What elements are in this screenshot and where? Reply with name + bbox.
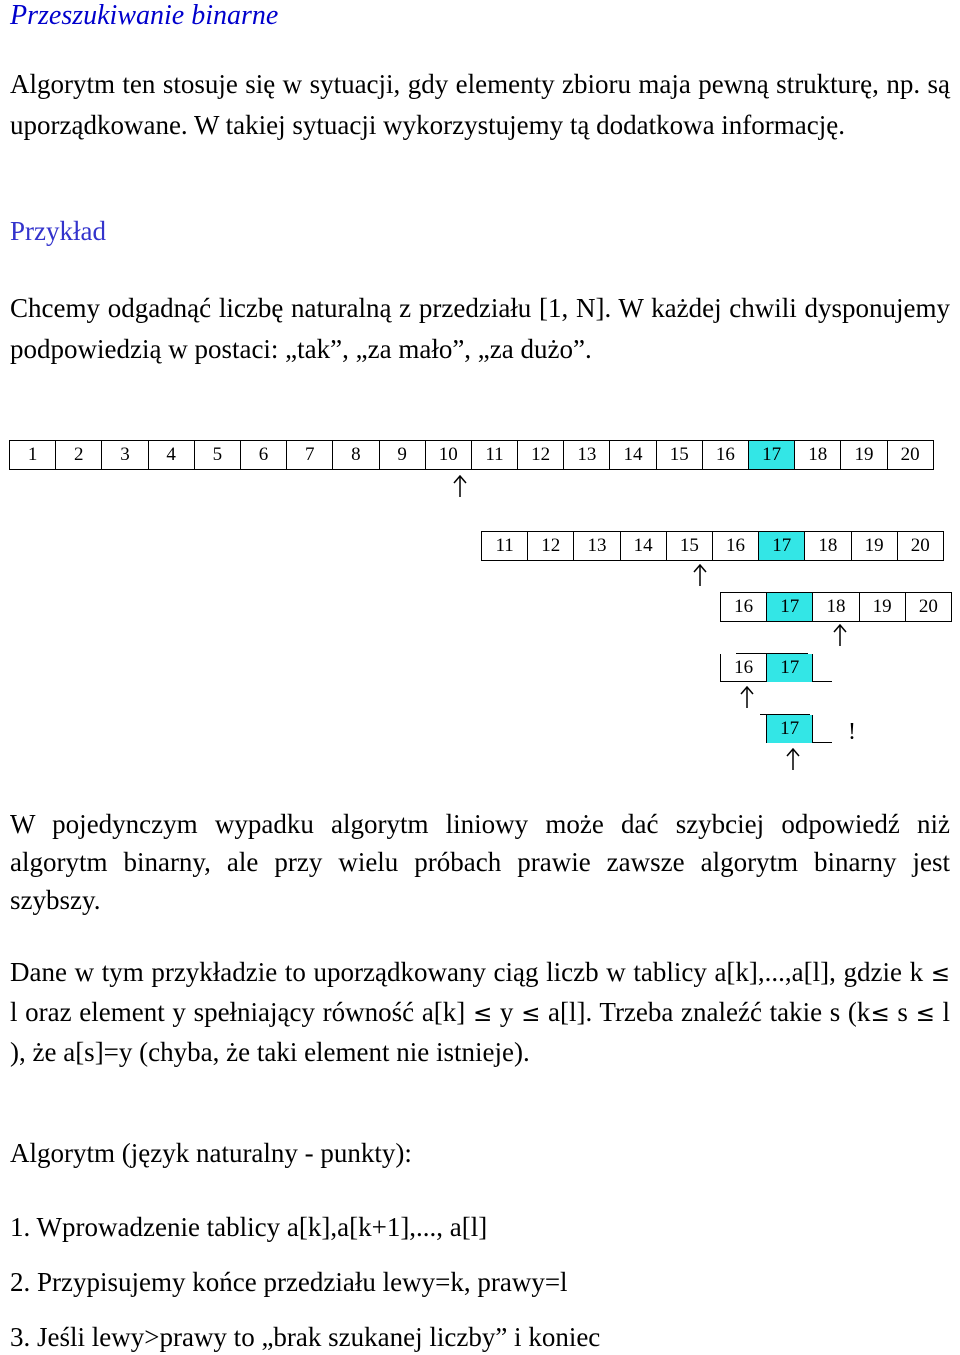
up-arrow-icon (453, 475, 467, 497)
algorithm-step-3: 3. Jeśli lewy>prawy to „brak szukanej liczby” i koniec (10, 1322, 601, 1352)
row-cell: 6 (241, 441, 287, 469)
row-cell: 20 (898, 532, 944, 560)
example-paragraph: Chcemy odgadnąć liczbę naturalną z przedziału [1, N]. W każdej chwili dysponujemy podpowiedzią w postaci: „tak”, „za mało”, „za dużo”. (10, 293, 950, 364)
row-cell: 19 (841, 441, 887, 469)
up-arrow-icon (740, 686, 754, 708)
row-cell: 13 (564, 441, 610, 469)
range-row-2 (481, 531, 944, 561)
leq-symbol: ≤ (521, 1001, 541, 1027)
data-paragraph: Dane w tym przykładzie to uporządkowany ciąg liczb w tablicy a[k],...,a[l], gdzie k ≤ l oraz element y spełniający równość a[k] ≤ y ≤ a[l]. Trzeba znaleźć takie s (k≤ s ≤ l ), że a[s]=y (chyba, że taki element nie istnieje). (10, 957, 951, 1067)
leq-symbol: ≤ (472, 1001, 493, 1027)
row-cell-highlighted: 17 (766, 715, 812, 743)
row-cell: 11 (472, 441, 518, 469)
row-cell: 12 (528, 532, 574, 560)
range-row-5 (766, 715, 832, 743)
algorithm-heading: Algorytm (język naturalny - punkty): (10, 1138, 412, 1168)
algorithm-step-1: 1. Wprowadzenie tablicy a[k],a[k+1],..., a[l] (10, 1212, 488, 1242)
up-arrow-icon (693, 564, 707, 586)
row-cell: 2 (56, 441, 102, 469)
range-row-3 (720, 592, 952, 622)
comparison-paragraph: W pojedynczym wypadku algorytm liniowy może dać szybciej odpowiedź niż algorytm binarny, ale przy wielu próbach prawie zawsze algorytm binarny jest szybszy. (10, 809, 950, 915)
leq-symbol: ≤ (930, 961, 950, 987)
leq-symbol: ≤ (915, 1001, 935, 1027)
row-cell: 13 (574, 532, 620, 560)
algorithm-step-2: 2. Przypisujemy końce przedziału lewy=k, prawy=l (10, 1267, 568, 1297)
row-cell: 11 (482, 532, 528, 560)
intro-paragraph: Algorytm ten stosuje się w sytuacji, gdy elementy zbioru maja pewną strukturę, np. są uporządkowane. W takiej sytuacji wykorzystujemy tą dodatkowa informację. (10, 69, 950, 140)
example-label: Przykład (10, 216, 106, 246)
row-cell-end (812, 715, 832, 743)
found-mark: ! (848, 719, 856, 745)
row-cell: 12 (518, 441, 564, 469)
row-cell: 18 (813, 593, 859, 621)
row-cell: 7 (287, 441, 333, 469)
row-cell: 16 (720, 654, 766, 682)
row-cell: 10 (426, 441, 472, 469)
up-arrow-icon (786, 748, 800, 770)
up-arrow-icon (833, 624, 847, 646)
row-cell-highlighted: 17 (766, 654, 812, 682)
row-cell: 20 (906, 593, 952, 621)
row-cell: 15 (667, 532, 713, 560)
row-cell: 19 (852, 532, 898, 560)
range-row-1 (9, 440, 934, 470)
leq-symbol: ≤ (870, 1001, 890, 1027)
row-cell: 16 (703, 441, 749, 469)
row-cell: 20 (888, 441, 934, 469)
row-cell: 3 (102, 441, 148, 469)
row-cell: 8 (333, 441, 379, 469)
row-cell: 19 (860, 593, 906, 621)
page-title: Przeszukiwanie binarne (10, 0, 279, 31)
row-cell: 18 (795, 441, 841, 469)
row-cell: 14 (621, 532, 667, 560)
row-cell: 4 (149, 441, 195, 469)
row-cell: 16 (713, 532, 759, 560)
row-cell: 16 (721, 593, 767, 621)
row-cell-highlighted: 17 (759, 532, 805, 560)
row-cell: 1 (10, 441, 56, 469)
row-cell-highlighted: 17 (749, 441, 795, 469)
range-row-4 (720, 654, 832, 682)
row-cell: 14 (610, 441, 656, 469)
row-cell: 5 (195, 441, 241, 469)
row-cell: 18 (805, 532, 851, 560)
row-cell: 15 (657, 441, 703, 469)
row-cell-highlighted: 17 (767, 593, 813, 621)
row-cell: 9 (380, 441, 426, 469)
row-cell-end (812, 654, 832, 682)
